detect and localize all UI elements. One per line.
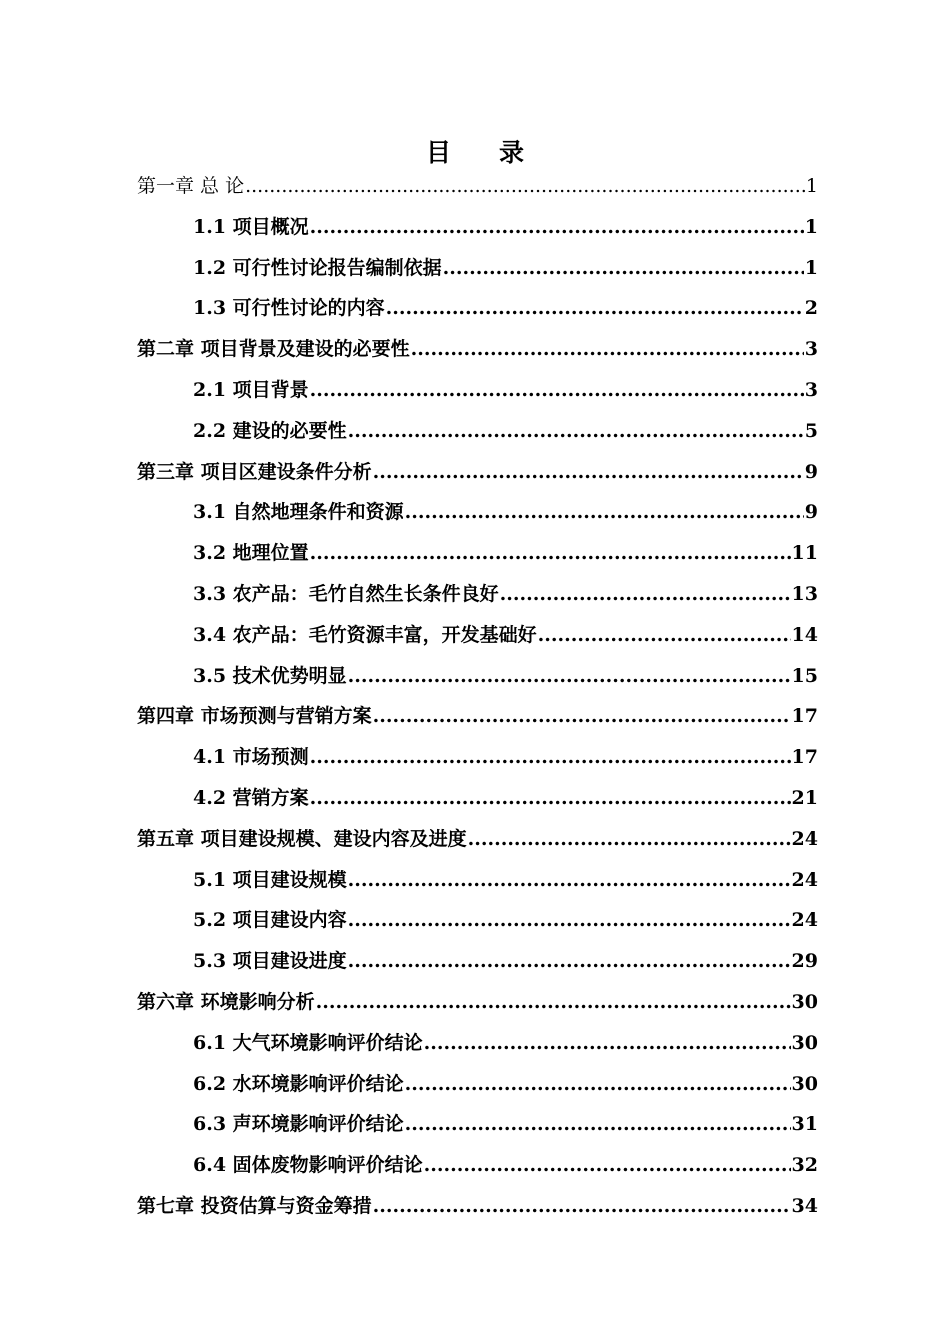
- toc-entry-title: 第七章 投资估算与资金筹措: [137, 1195, 372, 1217]
- toc-page-number: 11: [791, 542, 818, 565]
- toc-section-entry[interactable]: [193, 492, 818, 532]
- toc-section-entry[interactable]: [193, 533, 818, 573]
- toc-chapter-entry[interactable]: [137, 982, 818, 1022]
- toc-dot-leader: [245, 166, 805, 206]
- toc-chapter-entry[interactable]: [137, 1186, 818, 1226]
- toc-page-number: 34: [791, 1195, 818, 1217]
- toc-section-entry[interactable]: [193, 1023, 818, 1063]
- toc-page-number: 24: [791, 868, 818, 891]
- toc-entry-title: 6.2 水环境影响评价结论: [193, 1072, 404, 1095]
- toc-page-number: 17: [791, 705, 818, 728]
- toc-dot-leader: [405, 492, 804, 532]
- toc-section-entry[interactable]: [193, 941, 818, 981]
- toc-entry-title: 第一章 总 论: [137, 175, 245, 197]
- toc-page-number: 9: [804, 501, 818, 524]
- toc-entry-title: 3.5 技术优势明显: [193, 664, 347, 687]
- toc-page-number: 31: [791, 1113, 818, 1136]
- toc-chapter-entry[interactable]: [137, 329, 818, 369]
- toc-entry-title: 第三章 项目区建设条件分析: [137, 460, 372, 483]
- toc-page-number: 14: [791, 623, 818, 646]
- toc-page-number: 5: [804, 419, 818, 442]
- toc-dot-leader: [373, 696, 791, 736]
- toc-section-entry[interactable]: [193, 248, 818, 288]
- toc-dot-leader: [348, 941, 791, 981]
- toc-dot-leader: [316, 982, 791, 1022]
- toc-page-number: 30: [791, 1072, 818, 1095]
- toc-dot-leader: [424, 1023, 791, 1063]
- toc-dot-leader: [538, 615, 791, 655]
- toc-page-number: 29: [791, 950, 818, 973]
- toc-entry-title: 1.3 可行性讨论的内容: [193, 297, 385, 320]
- toc-section-entry[interactable]: [193, 615, 818, 655]
- toc-dot-leader: [411, 329, 804, 369]
- toc-page-number: 15: [791, 664, 818, 687]
- toc-dot-leader: [386, 288, 804, 328]
- toc-dot-leader: [443, 248, 804, 288]
- toc-dot-leader: [310, 778, 791, 818]
- toc-entry-title: 5.3 项目建设进度: [193, 950, 347, 973]
- toc-page-number: 30: [791, 1031, 818, 1054]
- toc-dot-leader: [468, 819, 791, 859]
- toc-section-entry[interactable]: [193, 860, 818, 900]
- toc-section-entry[interactable]: [193, 1104, 818, 1144]
- toc-entry-title: 第五章 项目建设规模、建设内容及进度: [137, 827, 467, 850]
- toc-section-entry[interactable]: [193, 900, 818, 940]
- toc-dot-leader: [373, 452, 804, 492]
- toc-dot-leader: [348, 860, 791, 900]
- toc-chapter-entry[interactable]: [137, 696, 818, 736]
- toc-entry-title: 2.2 建设的必要性: [193, 419, 347, 442]
- toc-entry-title: 6.3 声环境影响评价结论: [193, 1113, 404, 1136]
- toc-section-entry[interactable]: [193, 737, 818, 777]
- toc-dot-leader: [405, 1104, 791, 1144]
- toc-dot-leader: [424, 1145, 791, 1185]
- toc-page-number: 3: [804, 379, 818, 401]
- toc-chapter-entry[interactable]: [137, 819, 818, 859]
- toc-dot-leader: [310, 207, 804, 247]
- toc-entry-title: 2.1 项目背景: [193, 379, 309, 401]
- toc-dot-leader: [310, 370, 804, 410]
- toc-section-entry[interactable]: [193, 656, 818, 696]
- toc-dot-leader: [373, 1186, 791, 1226]
- toc-entry-title: 5.2 项目建设内容: [193, 909, 347, 932]
- toc-section-entry[interactable]: [193, 370, 818, 410]
- toc-section-entry[interactable]: [193, 574, 818, 614]
- toc-dot-leader: [310, 533, 791, 573]
- toc-section-entry[interactable]: [193, 207, 818, 247]
- toc-entry-title: 3.2 地理位置: [193, 542, 309, 565]
- toc-entry-title: 第四章 市场预测与营销方案: [137, 705, 372, 728]
- toc-entry-title: 4.1 市场预测: [193, 746, 309, 769]
- toc-dot-leader: [348, 900, 791, 940]
- toc-dot-leader: [348, 411, 804, 451]
- toc-chapter-entry[interactable]: [137, 166, 818, 206]
- toc-page-number: 3: [804, 338, 818, 361]
- toc-section-entry[interactable]: [193, 1064, 818, 1104]
- toc-page-number: 2: [804, 297, 818, 320]
- toc-entry-title: 4.2 营销方案: [193, 787, 309, 809]
- toc-title: 目录: [425, 138, 572, 167]
- toc-entry-title: 6.1 大气环境影响评价结论: [193, 1031, 423, 1054]
- toc-page-number: 13: [791, 583, 818, 605]
- toc-dot-leader: [405, 1064, 791, 1104]
- toc-section-entry[interactable]: [193, 411, 818, 451]
- toc-page-number: 1: [804, 215, 818, 238]
- toc-page-number: 9: [804, 460, 818, 483]
- toc-page-number: 24: [791, 909, 818, 932]
- toc-entry-title: 6.4 固体废物影响评价结论: [193, 1154, 423, 1177]
- toc-page-number: 1: [804, 256, 818, 279]
- toc-entry-title: 3.4 农产品：毛竹资源丰富，开发基础好: [193, 623, 537, 646]
- toc-page-number: 21: [791, 787, 818, 809]
- toc-entry-title: 5.1 项目建设规模: [193, 868, 347, 891]
- toc-chapter-entry[interactable]: [137, 452, 818, 492]
- toc-dot-leader: [348, 656, 791, 696]
- toc-entry-title: 1.1 项目概况: [193, 215, 309, 238]
- toc-entry-title: 3.3 农产品：毛竹自然生长条件良好: [193, 583, 499, 605]
- toc-section-entry[interactable]: [193, 1145, 818, 1185]
- toc-page-number: 1: [805, 175, 818, 197]
- toc-page-number: 24: [791, 827, 818, 850]
- toc-entry-title: 第二章 项目背景及建设的必要性: [137, 338, 410, 361]
- toc-entry-title: 第六章 环境影响分析: [137, 991, 315, 1013]
- toc-page-number: 30: [791, 991, 818, 1013]
- toc-entry-title: 1.2 可行性讨论报告编制依据: [193, 256, 442, 279]
- toc-page-number: 32: [791, 1154, 818, 1177]
- toc-dot-leader: [310, 737, 791, 777]
- toc-section-entry[interactable]: [193, 288, 818, 328]
- toc-dot-leader: [500, 574, 791, 614]
- toc-entry-title: 3.1 自然地理条件和资源: [193, 501, 404, 524]
- toc-page-number: 17: [791, 746, 818, 769]
- toc-section-entry[interactable]: [193, 778, 818, 818]
